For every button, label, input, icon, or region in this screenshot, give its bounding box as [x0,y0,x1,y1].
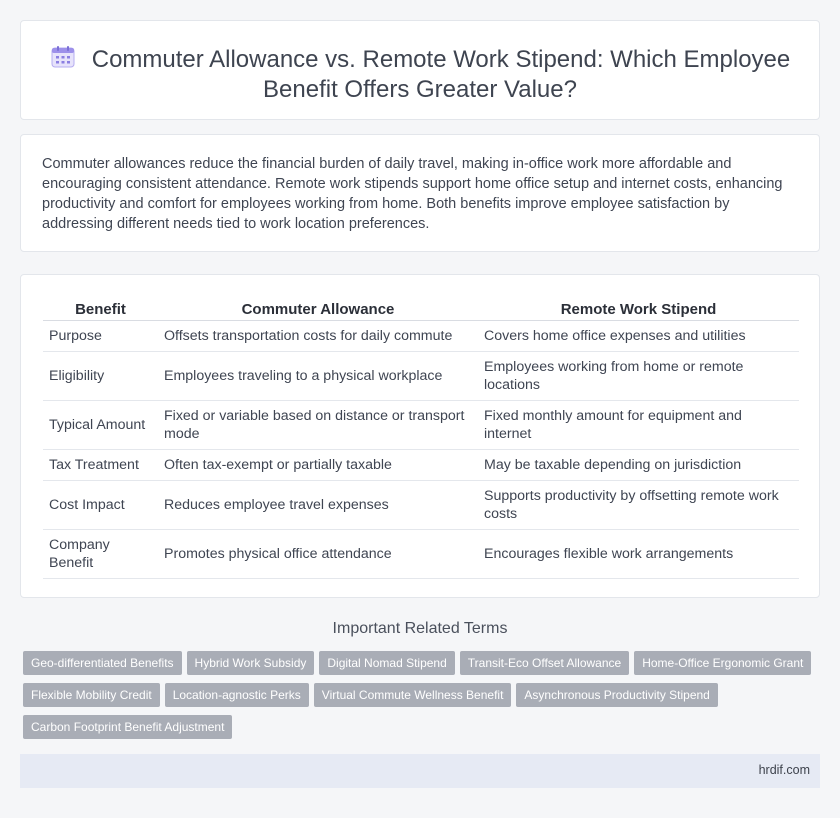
footer-bar [20,754,820,788]
commuter-cell: Reduces employee travel expenses [158,481,478,530]
remote-cell: Supports productivity by offsetting remote work costs [478,481,799,530]
related-term-tag[interactable]: Location-agnostic Perks [165,683,309,707]
intro-card [20,134,820,252]
row-label: Typical Amount [43,401,158,450]
commuter-cell: Offsets transportation costs for daily commute [158,321,478,352]
related-term-tag[interactable]: Flexible Mobility Credit [23,683,160,707]
related-term-tag[interactable]: Virtual Commute Wellness Benefit [314,683,512,707]
footer-site-link[interactable]: hrdif.com [758,763,810,777]
row-label: Company Benefit [43,530,158,579]
comparison-card [20,274,820,598]
calendar-icon [50,45,76,69]
table-row [43,530,799,579]
related-term-tag[interactable]: Digital Nomad Stipend [319,651,454,675]
column-header-commuter: Commuter Allowance [158,295,478,321]
comparison-table [43,295,799,579]
table-row [43,321,799,352]
title-card [20,20,820,120]
column-header-remote: Remote Work Stipend [478,295,799,321]
table-header-row [43,295,799,321]
related-term-tag[interactable]: Transit-Eco Offset Allowance [460,651,629,675]
table-row [43,401,799,450]
table-row [43,481,799,530]
row-label: Purpose [43,321,158,352]
remote-cell: Encourages flexible work arrangements [478,530,799,579]
remote-cell: Fixed monthly amount for equipment and internet [478,401,799,450]
remote-cell: Employees working from home or remote locations [478,352,799,401]
remote-cell: Covers home office expenses and utilities [478,321,799,352]
commuter-cell: Fixed or variable based on distance or transport mode [158,401,478,450]
commuter-cell: Promotes physical office attendance [158,530,478,579]
intro-paragraph: Commuter allowances reduce the financial burden of daily travel, making in-office work more affordable and encouraging consistent attendance. Remote work stipends support home office setup and internet costs, enhancing productivity and comfort for employees working from home. Both benefits improve employee satisfaction by addressing different needs tied to work location preferences. [42,156,783,232]
commuter-cell: Employees traveling to a physical workplace [158,352,478,401]
related-term-tag[interactable]: Hybrid Work Subsidy [187,651,315,675]
row-label: Cost Impact [43,481,158,530]
related-term-tag[interactable]: Home-Office Ergonomic Grant [634,651,811,675]
related-terms-list [23,651,823,739]
page-title-wrap [21,45,819,105]
table-row [43,450,799,481]
related-term-tag[interactable]: Asynchronous Productivity Stipend [516,683,717,707]
related-terms-heading: Important Related Terms [332,620,508,637]
related-term-tag[interactable]: Carbon Footprint Benefit Adjustment [23,715,232,739]
commuter-cell: Often tax-exempt or partially taxable [158,450,478,481]
row-label: Eligibility [43,352,158,401]
table-row [43,352,799,401]
column-header-benefit: Benefit [43,295,158,321]
page-title: Commuter Allowance vs. Remote Work Stipend: Which Employee Benefit Offers Greater Value? [91,46,791,103]
row-label: Tax Treatment [43,450,158,481]
remote-cell: May be taxable depending on jurisdiction [478,450,799,481]
related-term-tag[interactable]: Geo-differentiated Benefits [23,651,182,675]
